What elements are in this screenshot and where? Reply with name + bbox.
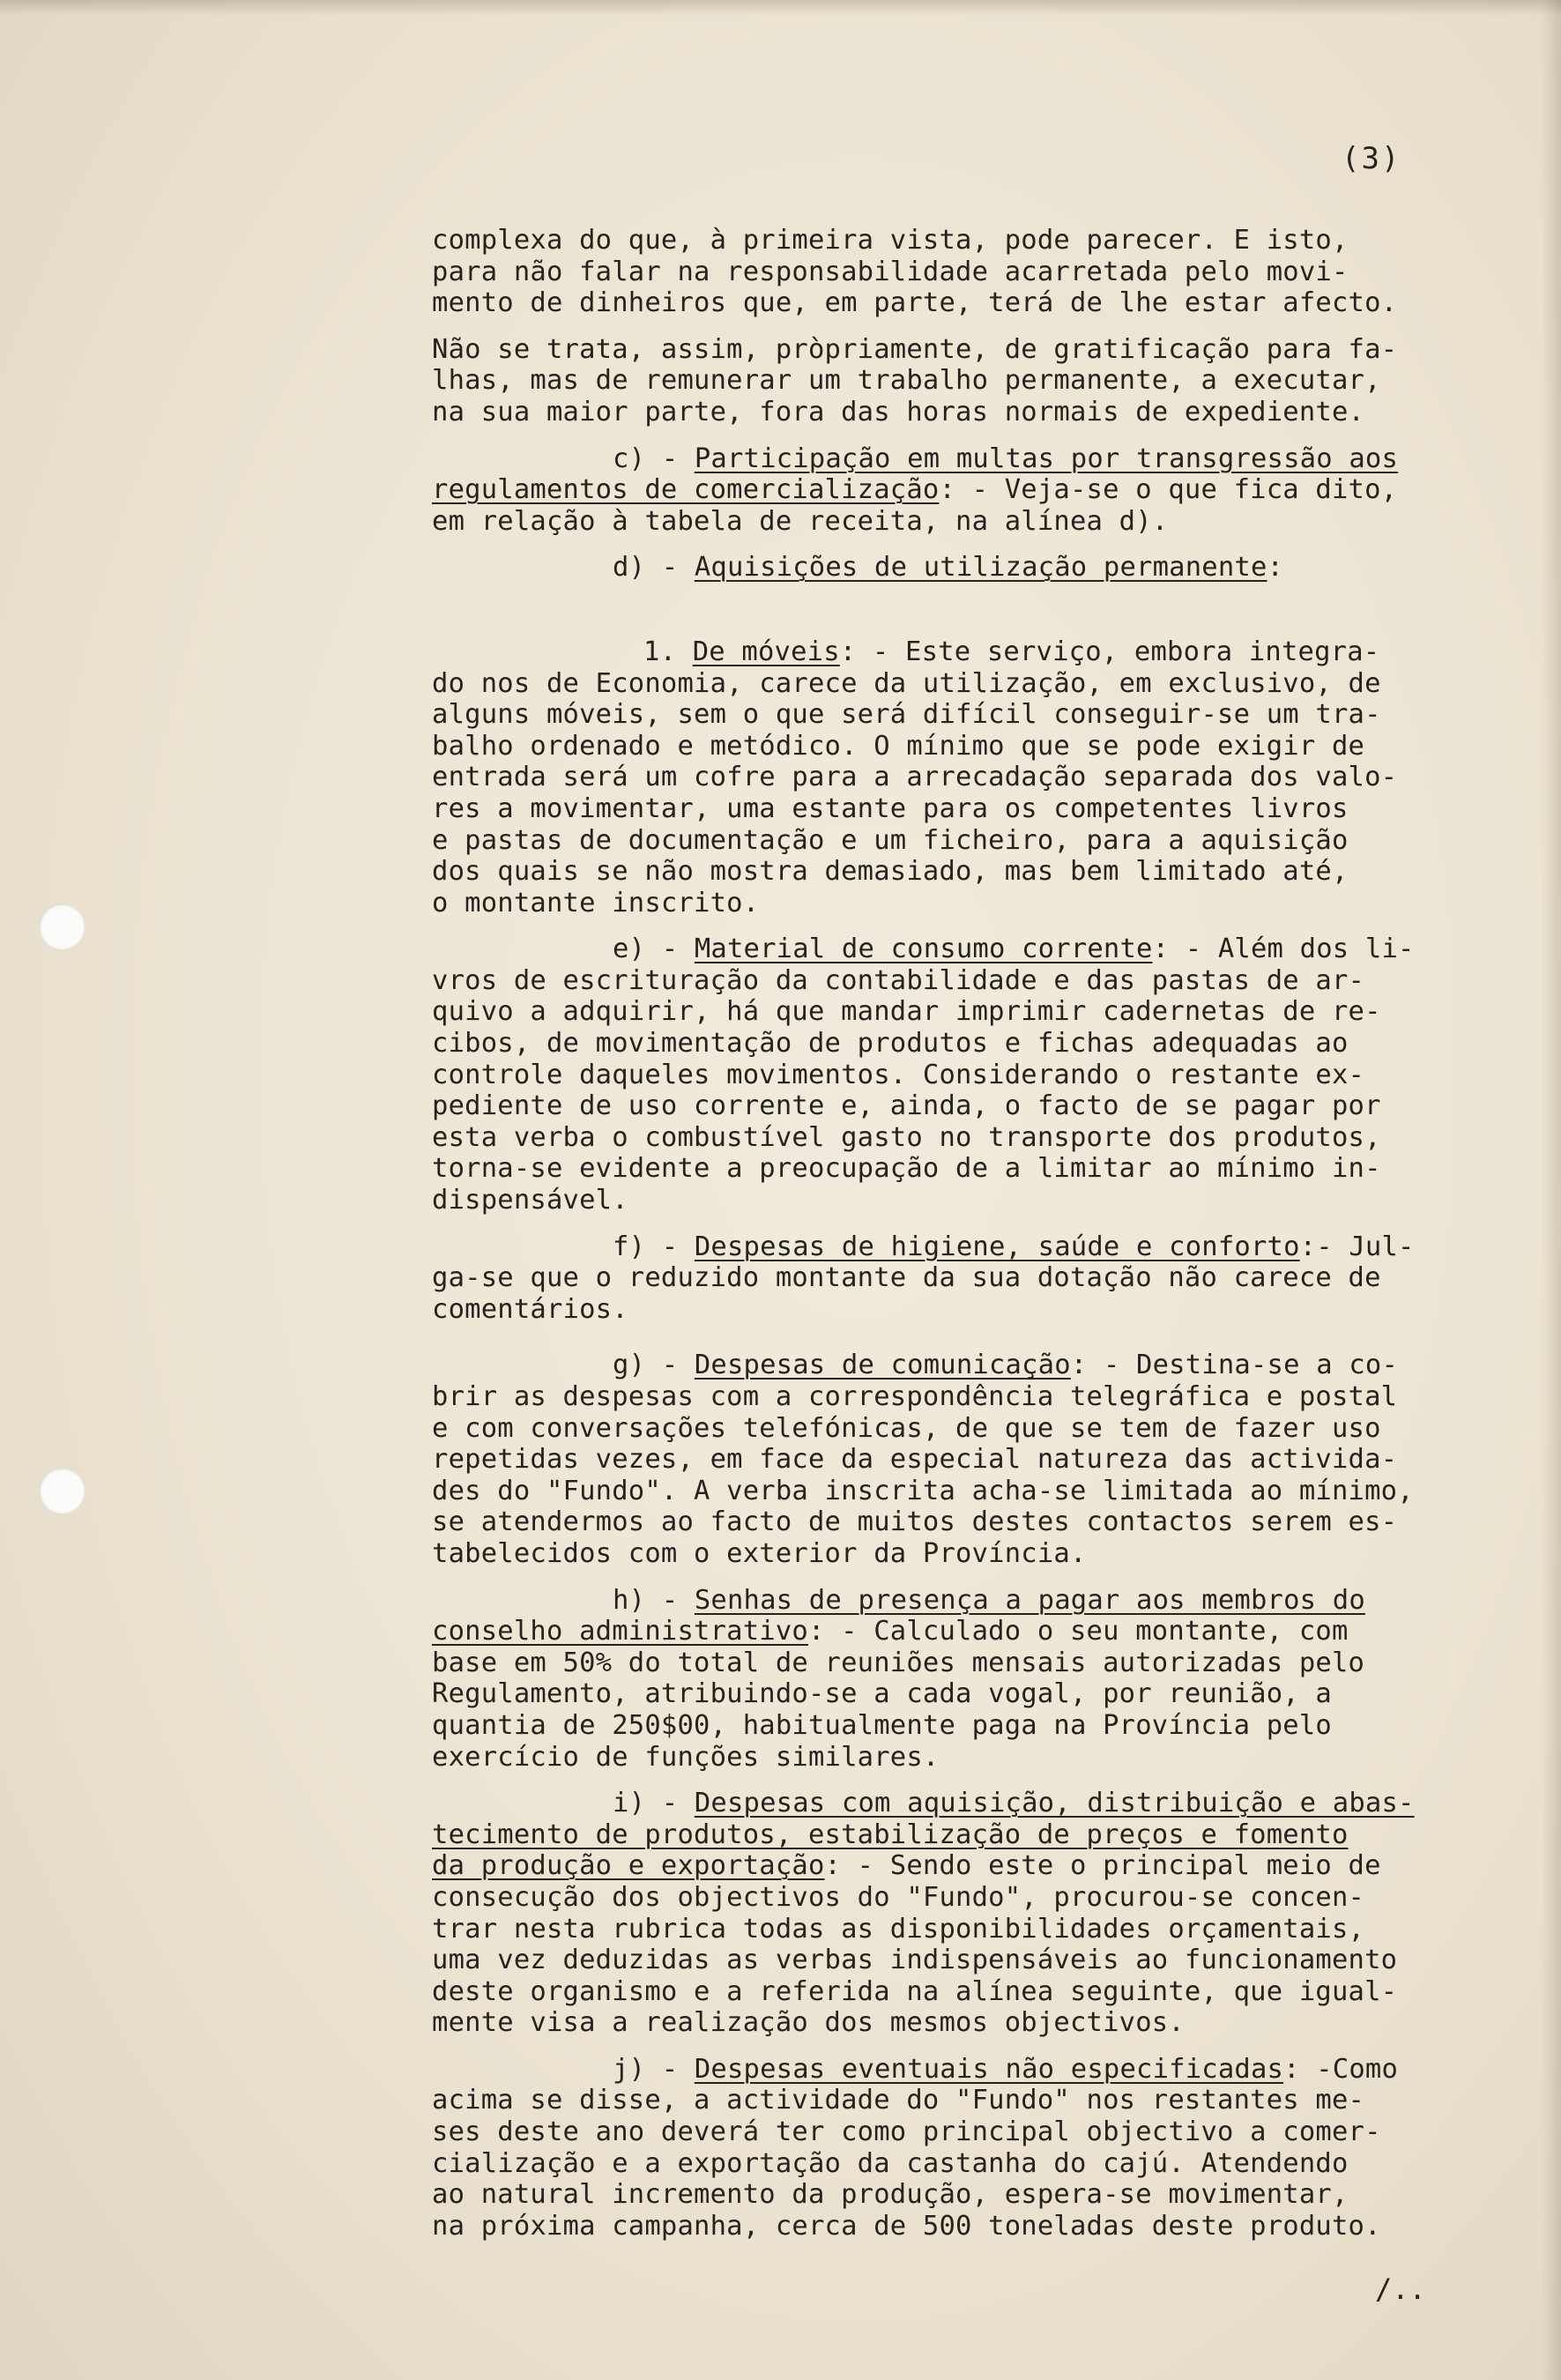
text-line: dos quais se não mostra demasiado, mas bem limitado até,: [432, 856, 1349, 888]
text-line: ses deste ano deverá ter como principal objectivo a comer-: [432, 2116, 1381, 2148]
item-text: : - Além dos li-: [1152, 933, 1415, 965]
item-marker: j) -: [613, 2053, 695, 2085]
text-line: Não se trata, assim, pròpriamente, de gratificação para fa-: [432, 333, 1398, 365]
item-heading: Despesas com aquisição, distribuição e abas-: [694, 1788, 1415, 1819]
item-g-first-line: [432, 1350, 1472, 1381]
item-marker: c) -: [613, 443, 695, 474]
text-line: e com conversações telefónicas, de que se tem de fazer uso: [432, 1412, 1381, 1444]
text-line: uma vez deduzidas as verbas indispensáveis ao funcionamento: [432, 1945, 1398, 1976]
item-marker: g) -: [613, 1350, 695, 1381]
text-line: exercício de funções similares.: [432, 1741, 940, 1773]
item-h-first-line: [432, 1585, 1472, 1617]
text-line: vros de escrituração da contabilidade e das pastas de ar-: [432, 964, 1365, 996]
text-line: pediente de uso corrente e, ainda, o facto de se pagar por: [432, 1090, 1381, 1122]
item-i-second-line: [432, 1819, 1472, 1851]
text-line: controle daqueles movimentos. Considerando o restante ex-: [432, 1059, 1365, 1090]
item-heading: Material de consumo corrente: [694, 933, 1153, 965]
item-heading: Senhas de presença a pagar aos membros do: [694, 1584, 1365, 1616]
item-text: : - Veja-se o que fica dito,: [939, 474, 1398, 506]
text-line: ao natural incremento da produção, espera-se movimentar,: [432, 2179, 1349, 2211]
item-heading: Despesas de higiene, saúde e conforto: [694, 1231, 1300, 1262]
item-heading: Despesas de comunicação: [694, 1350, 1071, 1381]
punch-hole-lower: [39, 1468, 85, 1514]
item-marker: f) -: [613, 1231, 695, 1262]
item-c: [432, 443, 1472, 538]
document-body: [432, 225, 1472, 2242]
text-line: brir as despesas com a correspondência telegráfica e postal: [432, 1381, 1398, 1412]
text-line: em relação à tabela de receita, na alínea d).: [432, 505, 1169, 537]
item-heading: Despesas eventuais não especificadas: [694, 2053, 1284, 2085]
item-g: [432, 1350, 1472, 1569]
text-line: se atendermos ao facto de muitos destes contactos serem es-: [432, 1506, 1398, 1538]
text-line: na sua maior parte, fora das horas normais de expediente.: [432, 396, 1365, 428]
item-i-third-line: [432, 1850, 1472, 1882]
paragraph-gratificacao: [432, 334, 1472, 428]
item-f-first-line: [432, 1231, 1472, 1263]
text-line: Regulamento, atribuindo-se a cada vogal, por reunião, a: [432, 1678, 1332, 1710]
item-heading: tecimento de produtos, estabilização de preços e fomento: [432, 1818, 1349, 1850]
text-line: balho ordenado e metódico. O mínimo que se pode exigir de: [432, 730, 1365, 762]
item-heading: conselho administrativo: [432, 1616, 808, 1647]
page-number: (3): [1342, 141, 1401, 176]
item-h: [432, 1585, 1472, 1774]
text-line: cialização e a exportação da castanha do cajú. Atendendo: [432, 2147, 1349, 2179]
text-line: esta verba o combustível gasto no transporte dos produtos,: [432, 1121, 1381, 1153]
item-text: : - Destina-se a co-: [1070, 1350, 1399, 1381]
item-h-second-line: [432, 1616, 1472, 1647]
item-heading: regulamentos de comercialização: [432, 474, 940, 506]
text-line: dispensável.: [432, 1185, 628, 1216]
item-d1: [432, 636, 1472, 919]
item-d-line: [432, 552, 1472, 584]
item-marker: 1.: [643, 636, 693, 667]
item-marker: h) -: [613, 1584, 695, 1616]
text-line: quivo a adquirir, há que mandar imprimir cadernetas de re-: [432, 996, 1381, 1028]
item-heading: da produção e exportação: [432, 1850, 825, 1882]
item-marker: e) -: [613, 933, 695, 965]
item-d: [432, 552, 1472, 584]
item-text: : - Este serviço, embora integra-: [839, 636, 1380, 667]
continuation-mark: /..: [1375, 2272, 1426, 2306]
text-line: lhas, mas de remunerar um trabalho permanente, a executar,: [432, 365, 1381, 397]
text-line: para não falar na responsabilidade acarretada pelo movi-: [432, 256, 1349, 287]
item-j: [432, 2054, 1472, 2242]
text-line: deste organismo e a referida na alínea seguinte, que igual-: [432, 1975, 1398, 2007]
item-marker: i) -: [613, 1788, 695, 1819]
item-e: [432, 933, 1472, 1216]
text-line: base em 50% do total de reuniões mensais autorizadas pelo: [432, 1647, 1365, 1678]
text-line: alguns móveis, sem o que será difícil conseguir-se um tra-: [432, 699, 1381, 731]
text-line: trar nesta rubrica todas as disponibilidades orçamentais,: [432, 1913, 1365, 1945]
text-line: res a movimentar, uma estante para os competentes livros: [432, 792, 1349, 824]
text-line: repetidas vezes, em face da especial natureza das activida-: [432, 1444, 1398, 1476]
text-line: torna-se evidente a preocupação de a limitar ao mínimo in-: [432, 1153, 1381, 1185]
text-line: tabelecidos com o exterior da Província.: [432, 1537, 1087, 1569]
item-i-first-line: [432, 1788, 1472, 1819]
paragraph-intro: [432, 225, 1472, 319]
paper-edge-top: [0, 0, 1561, 16]
text-line: mente visa a realização dos mesmos objectivos.: [432, 2007, 1185, 2039]
text-line: comentários.: [432, 1293, 628, 1325]
text-line: complexa do que, à primeira vista, pode parecer. E isto,: [432, 225, 1349, 256]
text-line: e pastas de documentação e um ficheiro, para a aquisição: [432, 824, 1349, 856]
item-e-first-line: [432, 933, 1472, 965]
item-j-first-line: [432, 2054, 1472, 2086]
text-line: cibos, de movimentação de produtos e fichas adequadas ao: [432, 1028, 1349, 1060]
item-text: : - Calculado o seu montante, com: [807, 1616, 1349, 1647]
item-heading: De móveis: [692, 636, 840, 667]
text-line: des do "Fundo". A verba inscrita acha-se limitada ao mínimo,: [432, 1475, 1414, 1506]
punch-hole-upper: [39, 904, 85, 949]
item-c-second-line: [432, 474, 1472, 506]
text-line: na próxima campanha, cerca de 500 toneladas deste produto.: [432, 2210, 1381, 2242]
item-f: [432, 1231, 1472, 1326]
text-line: do nos de Economia, carece da utilização, em exclusivo, de: [432, 667, 1381, 699]
item-marker: d) -: [613, 552, 695, 584]
text-line: o montante inscrito.: [432, 887, 760, 919]
item-text: : -Como: [1283, 2053, 1399, 2085]
text-line: acima se disse, a actividade do "Fundo" nos restantes me-: [432, 2085, 1365, 2116]
item-text: :- Jul-: [1299, 1231, 1415, 1262]
text-line: quantia de 250$00, habitualmente paga na Província pelo: [432, 1709, 1332, 1741]
item-heading: Participação em multas por transgressão aos: [694, 443, 1399, 474]
item-c-first-line: [432, 443, 1472, 475]
paper-edge-right: [1542, 0, 1561, 2380]
text-line: entrada será um cofre para a arrecadação separada dos valo-: [432, 762, 1398, 793]
text-line: consecução dos objectivos do "Fundo", procurou-se concen-: [432, 1881, 1365, 1913]
text-line: mento de dinheiros que, em parte, terá de lhe estar afecto.: [432, 287, 1398, 319]
text-line: ga-se que o reduzido montante da sua dotação não carece de: [432, 1262, 1381, 1294]
item-i: [432, 1788, 1472, 2039]
item-heading: Aquisições de utilização permanente: [694, 552, 1267, 584]
item-text: :: [1267, 552, 1284, 584]
item-text: : - Sendo este o principal meio de: [824, 1850, 1381, 1882]
item-d1-first-line: [432, 636, 1472, 668]
